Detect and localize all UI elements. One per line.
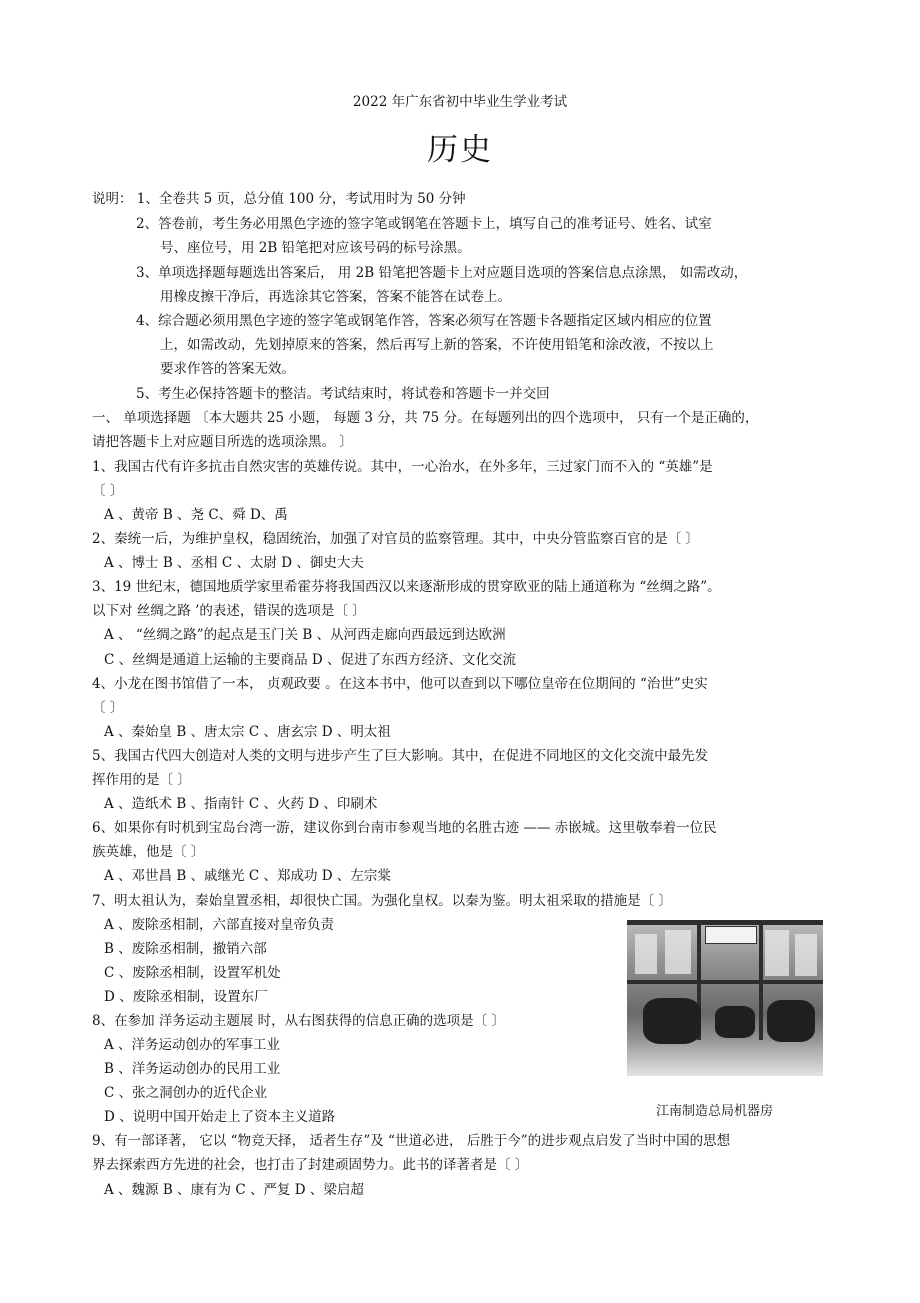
section-heading: 一、 单项选择题 〔本大题共 25 小题， 每题 3 分，共 75 分。在每题列出的四个选项中， 只有一个是正确的， bbox=[92, 410, 759, 426]
option-row: A 、 “丝绸之路”的起点是玉门关 B 、从河西走廊向西最远到达欧洲 bbox=[104, 627, 506, 643]
instruction-line: 5、考生必保持答题卡的整洁。考试结束时，将试卷和答题卡一并交回 bbox=[136, 386, 550, 402]
option-line: C 、张之洞创办的近代企业 bbox=[104, 1085, 268, 1101]
section-heading: 请把答题卡上对应题目所选的选项涂黑。 〕 bbox=[92, 434, 353, 450]
question-line: 族英雄，他是〔 〕 bbox=[92, 844, 205, 860]
option-line: B 、洋务运动创办的民用工业 bbox=[104, 1061, 281, 1077]
question-line: 1、我国古代有许多抗击自然灾害的英雄传说。其中，一心治水，在外多年，三过家门而不入的 “英雄”是 bbox=[92, 459, 713, 475]
question-line: 界去探索西方先进的社会，也打击了封建顽固势力。此书的译著者是〔 〕 bbox=[92, 1157, 529, 1173]
option-row: A 、魏源 B 、康有为 C 、严复 D 、梁启超 bbox=[104, 1182, 364, 1198]
question-line: 8、在参加 洋务运动主题展 时，从右图获得的信息正确的选项是〔 〕 bbox=[92, 1013, 505, 1029]
instruction-line: 说明： 1、全卷共 5 页，总分值 100 分，考试用时为 50 分钟 bbox=[92, 191, 466, 207]
instruction-line: 要求作答的答案无效。 bbox=[160, 361, 295, 377]
subject-title: 历史 bbox=[427, 132, 493, 168]
instruction-line: 4、综合题必须用黑色字迹的签字笔或钢笔作答，答案必须写在答题卡各题指定区域内相应的位置 bbox=[136, 313, 712, 329]
instruction-line: 2、答卷前，考生务必用黑色字迹的签字笔或钢笔在答题卡上，填写自己的准考证号、姓名、试室 bbox=[136, 216, 712, 232]
question-line: 以下对 丝绸之路 ’的表述，错误的选项是〔 〕 bbox=[92, 603, 366, 619]
option-row: A 、秦始皇 B 、唐太宗 C 、唐玄宗 D 、明太祖 bbox=[104, 724, 391, 740]
instruction-line: 上，如需改动，先划掉原来的答案，然后再写上新的答案，不许使用铅笔和涂改液，不按以上 bbox=[160, 337, 714, 353]
question-line: 9、有一部译著， 它以 “物竞天择， 适者生存”及 “世道必进， 后胜于今”的进步观点启发了当时中国的思想 bbox=[92, 1133, 731, 1149]
exam-header: 2022 年广东省初中毕业生学业考试 bbox=[352, 94, 568, 110]
option-line: C 、废除丞相制，设置军机处 bbox=[104, 965, 281, 981]
question-line: 挥作用的是〔 〕 bbox=[92, 772, 191, 788]
option-line: D 、废除丞相制，设置东厂 bbox=[104, 989, 268, 1005]
question-line: 2、秦统一后，为维护皇权，稳固统治，加强了对官员的监察管理。其中，中央分管监察百官的是〔 〕 bbox=[92, 531, 699, 547]
option-row: A 、邓世昌 B 、戚继光 C 、郑成功 D 、左宗棠 bbox=[104, 868, 391, 884]
instruction-line: 用橡皮擦干净后，再选涂其它答案，答案不能答在试卷上。 bbox=[160, 289, 511, 305]
instruction-line: 3、单项选择题每题选出答案后， 用 2B 铅笔把答题卡上对应题目选项的答案信息点涂黑， 如需改动， bbox=[136, 265, 748, 281]
option-line: A 、废除丞相制，六部直接对皇帝负责 bbox=[104, 917, 335, 933]
question-line: 6、如果你有时机到宝岛台湾一游，建议你到台南市参观当地的名胜古迹 —— 赤嵌城。这里敬奉着一位民 bbox=[92, 820, 717, 836]
option-line: D 、说明中国开始走上了资本主义道路 bbox=[104, 1109, 336, 1125]
option-row: A 、博士 B 、丞相 C 、太尉 D 、御史大夫 bbox=[104, 555, 364, 571]
question-line: 7、明太祖认为，秦始皇置丞相，却很快亡国。为强化皇权。以秦为鉴。明太祖采取的措施是〔 〕 bbox=[92, 893, 672, 909]
option-row: C 、丝绸是通道上运输的主要商品 D 、促进了东西方经济、文化交流 bbox=[104, 652, 517, 668]
answer-bracket: 〔 〕 bbox=[92, 483, 124, 499]
question-line: 5、我国古代四大创造对人类的文明与进步产生了巨大影响。其中，在促进不同地区的文化交流中最先发 bbox=[92, 748, 709, 764]
question-line: 4、小龙在图书馆借了一本， 贞观政要 。在这本书中，他可以查到以下哪位皇帝在位期间的 “治世”史实 bbox=[92, 676, 708, 692]
instruction-line: 号、座位号，用 2B 铅笔把对应该号码的标号涂黑。 bbox=[160, 240, 471, 256]
option-line: A 、洋务运动创办的军事工业 bbox=[104, 1037, 281, 1053]
answer-bracket: 〔 〕 bbox=[92, 700, 124, 716]
option-line: B 、废除丞相制，撤销六部 bbox=[104, 941, 267, 957]
machine-room-photo bbox=[627, 920, 823, 1076]
option-row: A 、造纸术 B 、指南针 C 、火药 D 、印刷术 bbox=[104, 796, 378, 812]
question-line: 3、19 世纪末，德国地质学家里希霍芬将我国西汉以来逐渐形成的贯穿欧亚的陆上通道称为 “丝绸之路”。 bbox=[92, 579, 721, 595]
photo-caption: 江南制造总局机器房 bbox=[656, 1104, 774, 1119]
option-row: A 、黄帝 B 、尧 C、舜 D、禹 bbox=[104, 507, 288, 523]
